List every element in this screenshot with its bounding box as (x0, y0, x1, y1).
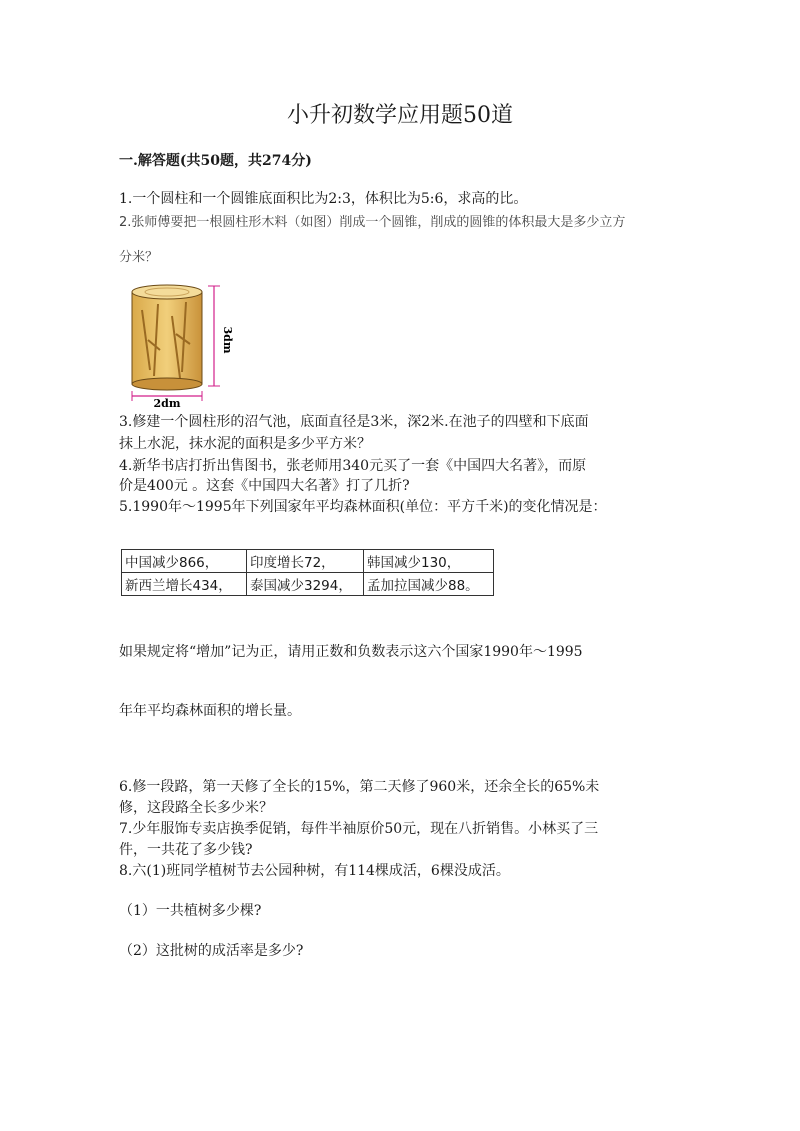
question-8-sub1: （1）一共植树多少棵? (119, 903, 262, 919)
question-4-line2: 价是400元 。这套《中国四大名著》打了几折? (119, 478, 410, 494)
table-cell: 泰国减少3294， (247, 573, 364, 596)
question-2-line2: 分米？ (119, 250, 159, 265)
table-cell: 韩国减少130， (364, 550, 494, 573)
question-7-line1: 7.少年服饰专卖店换季促销，每件半袖原价50元，现在八折销售。小林买了三 (119, 821, 599, 837)
question-5-intro: 5.1990年～1995年下列国家年平均森林面积(单位：平方千米)的变化情况是： (119, 499, 607, 515)
question-7-line2: 件，一共花了多少钱? (119, 842, 253, 858)
table-cell: 中国减少866， (122, 550, 247, 573)
question-8-sub2: （2）这批树的成活率是多少? (119, 943, 304, 959)
table-row (122, 573, 494, 596)
question-6-line2: 修，这段路全长多少米？ (119, 800, 273, 816)
width-label: 2dm (153, 397, 181, 408)
table-row (122, 550, 494, 573)
section-heading: 一.解答题(共50题，共274分) (119, 153, 312, 169)
question-5-after-line1: 如果规定将“增加”记为正，请用正数和负数表示这六个国家1990年～1995 (119, 644, 583, 660)
question-3-line2: 抹上水泥，抹水泥的面积是多少平方米？ (119, 436, 371, 452)
page-title: 小升初数学应用题50道 (287, 103, 513, 128)
table-cell: 孟加拉国减少88。 (364, 573, 494, 596)
question-4-line1: 4.新华书店打折出售图书，张老师用340元买了一套《中国四大名著》，而原 (119, 458, 587, 474)
table-cell: 印度增长72， (247, 550, 364, 573)
question-5-after-line2: 年年平均森林面积的增长量。 (119, 703, 301, 719)
question-1: 1.一个圆柱和一个圆锥底面积比为2:3，体积比为5:6，求高的比。 (119, 191, 528, 207)
wood-cylinder-figure (120, 280, 240, 408)
table-cell: 新西兰增长434， (122, 573, 247, 596)
question-3-line1: 3.修建一个圆柱形的沼气池，底面直径是3米，深2米.在池子的四壁和下底面 (119, 414, 589, 430)
question-8-line1: 8.六(1)班同学植树节去公园种树，有114棵成活，6棵没成活。 (119, 863, 510, 879)
forest-area-table (121, 549, 494, 596)
height-label: 3dm (221, 326, 234, 354)
question-2-line1: 2.张师傅要把一根圆柱形木料（如图）削成一个圆锥，削成的圆锥的体积最大是多少立方 (119, 215, 626, 230)
question-6-line1: 6.修一段路，第一天修了全长的15%，第二天修了960米，还余全长的65%未 (119, 779, 600, 795)
